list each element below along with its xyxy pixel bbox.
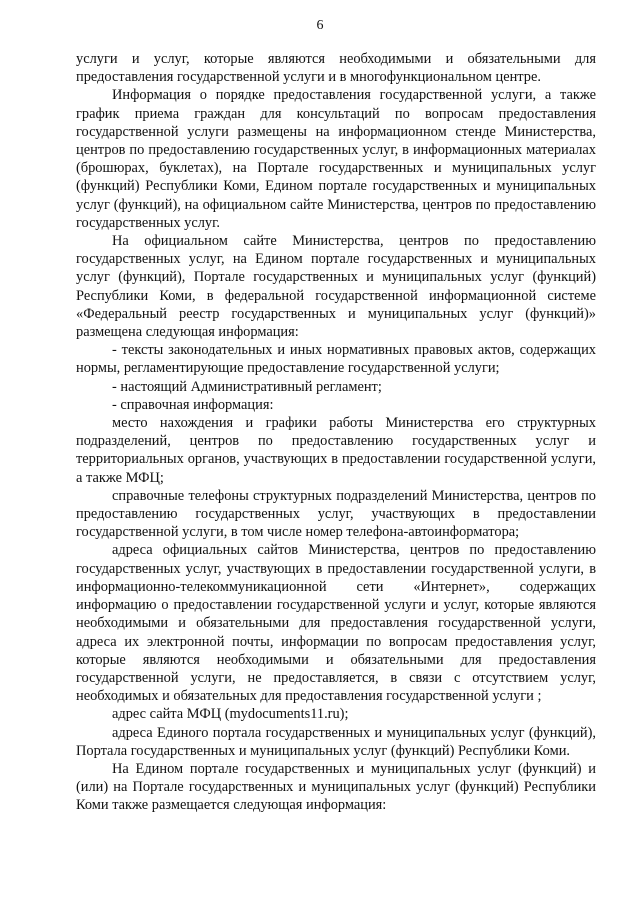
paragraph-phones: справочные телефоны структурных подразделений Министерства, центров по предоставлению государственных услуг, участвующих в предоставлении государственной услуги, в том числе номер телефона-автоинформатора; — [76, 487, 596, 541]
paragraph-official-site: На официальном сайте Министерства, центров по предоставлению государственных услуг, на Едином портале государственных и муниципальных услуг (функций), Портале государственных и муниципальных услуг (функций) Республики Коми, в федеральной государственной информационной системе «Федеральный реестр государственных и муниципальных услуг (функций)» размещена следующая информация: — [76, 233, 596, 341]
list-item-regulation: - настоящий Административный регламент; — [112, 378, 382, 395]
paragraph-mfc-site: адрес сайта МФЦ (mydocuments11.ru); — [112, 706, 349, 723]
paragraph-portal-addresses: адреса Единого портала государственных и муниципальных услуг (функций), Портала государственных и муниципальных услуг (функций) Республики Коми. — [76, 724, 596, 759]
page-number: 6 — [316, 18, 324, 33]
list-item-reference-info: - справочная информация: — [112, 396, 274, 413]
paragraph-continuation: услуги и услуг, которые являются необходимыми и обязательными для предоставления государственной услуги и в многофункциональном центре. — [76, 51, 596, 86]
paragraph-portal-info: На Едином портале государственных и муниципальных услуг (функций) и (или) на Портале государственных и муниципальных услуг (функций) Республики Коми также размещается следующая информация: — [76, 760, 596, 814]
paragraph-websites: адреса официальных сайтов Министерства, центров по предоставлению государственных услуг, участвующих в предоставлении государственной услуги, в информационно-телекоммуникационной сети «Интернет», содержащих информацию о предоставлении государственной услуги и услуг, которые являются необходимыми и обязательными для предоставления государственной услуги, адреса их электронной почты, информации по вопросам предоставления услуг, которые являются необходимыми и обязательными для предоставления государственной услуги, не предоставляется, в связи с отсутствием услуг, необходимых и обязательных для предоставления государственной услуги ; — [76, 542, 596, 705]
paragraph-location-schedule: место нахождения и графики работы Министерства его структурных подразделений, центров по предоставлению государственных услуг и территориальных органов, участвующих в предоставлении государственной услуги, а также МФЦ; — [76, 415, 596, 486]
document-body — [76, 50, 596, 815]
paragraph-info-placement: Информация о порядке предоставления государственной услуги, а также график приема граждан для консультаций по вопросам предоставления государственной услуги размещены на информационном стенде Министерства, центров по предоставлению государственных услуг, в информационных материалах (брошюрах, буклетах), на Портале государственных и муниципальных услуг (функций) Республики Коми, Едином портале государственных и муниципальных услуг (функций), на официальном сайте Министерства, центров по предоставлению государственных услуг. — [76, 87, 596, 231]
list-item-legal-acts: - тексты законодательных и иных нормативных правовых актов, содержащих нормы, регламентирующие предоставление государственной услуги; — [76, 342, 596, 377]
